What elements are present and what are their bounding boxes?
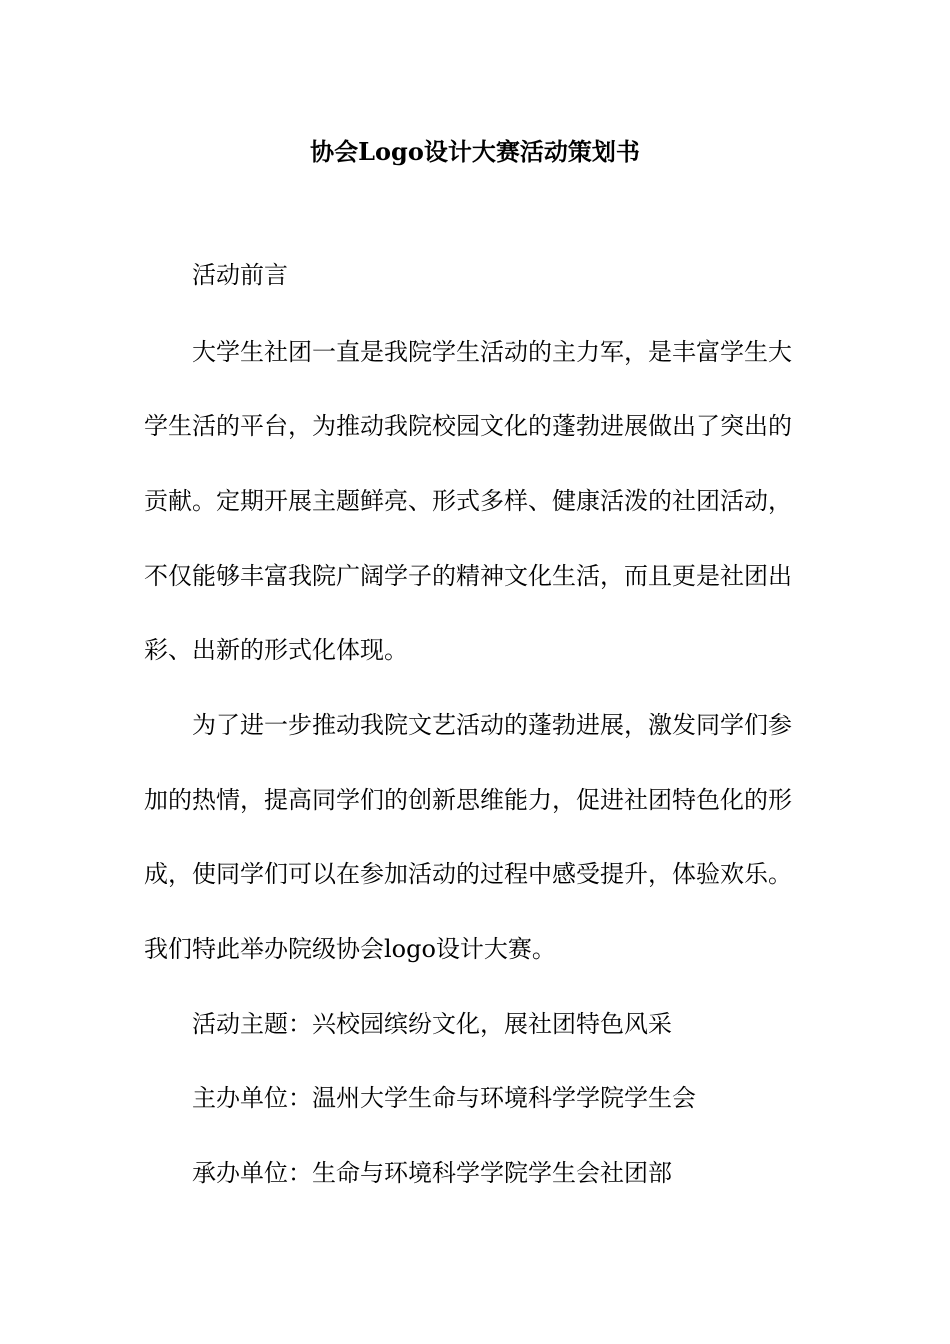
paragraph-line: 我们特此举办院级协会logo设计大赛。 bbox=[144, 935, 556, 963]
paragraph-line: 彩、出新的形式化体现。 bbox=[144, 636, 408, 664]
section-heading-preface: 活动前言 bbox=[192, 261, 288, 289]
document-title: 协会Logo设计大赛活动策划书 bbox=[310, 137, 640, 166]
paragraph-line: 贡献。定期开展主题鲜亮、形式多样、健康活泼的社团活动， bbox=[144, 487, 792, 515]
paragraph-line: 学生活的平台，为推动我院校园文化的蓬勃进展做出了突出的 bbox=[144, 412, 792, 440]
organizer-unit: 承办单位：生命与环境科学学院学生会社团部 bbox=[192, 1159, 672, 1187]
paragraph-line: 不仅能够丰富我院广阔学子的精神文化生活，而且更是社团出 bbox=[144, 562, 792, 590]
host-organization: 主办单位：温州大学生命与环境科学学院学生会 bbox=[192, 1084, 696, 1112]
activity-theme: 活动主题：兴校园缤纷文化，展社团特色风采 bbox=[192, 1010, 672, 1038]
paragraph-line: 大学生社团一直是我院学生活动的主力军，是丰富学生大 bbox=[192, 338, 792, 366]
paragraph-line: 为了进一步推动我院文艺活动的蓬勃进展，激发同学们参 bbox=[192, 711, 792, 739]
paragraph-line: 加的热情，提高同学们的创新思维能力，促进社团特色化的形 bbox=[144, 786, 792, 814]
paragraph-line: 成，使同学们可以在参加活动的过程中感受提升，体验欢乐。 bbox=[144, 860, 792, 888]
